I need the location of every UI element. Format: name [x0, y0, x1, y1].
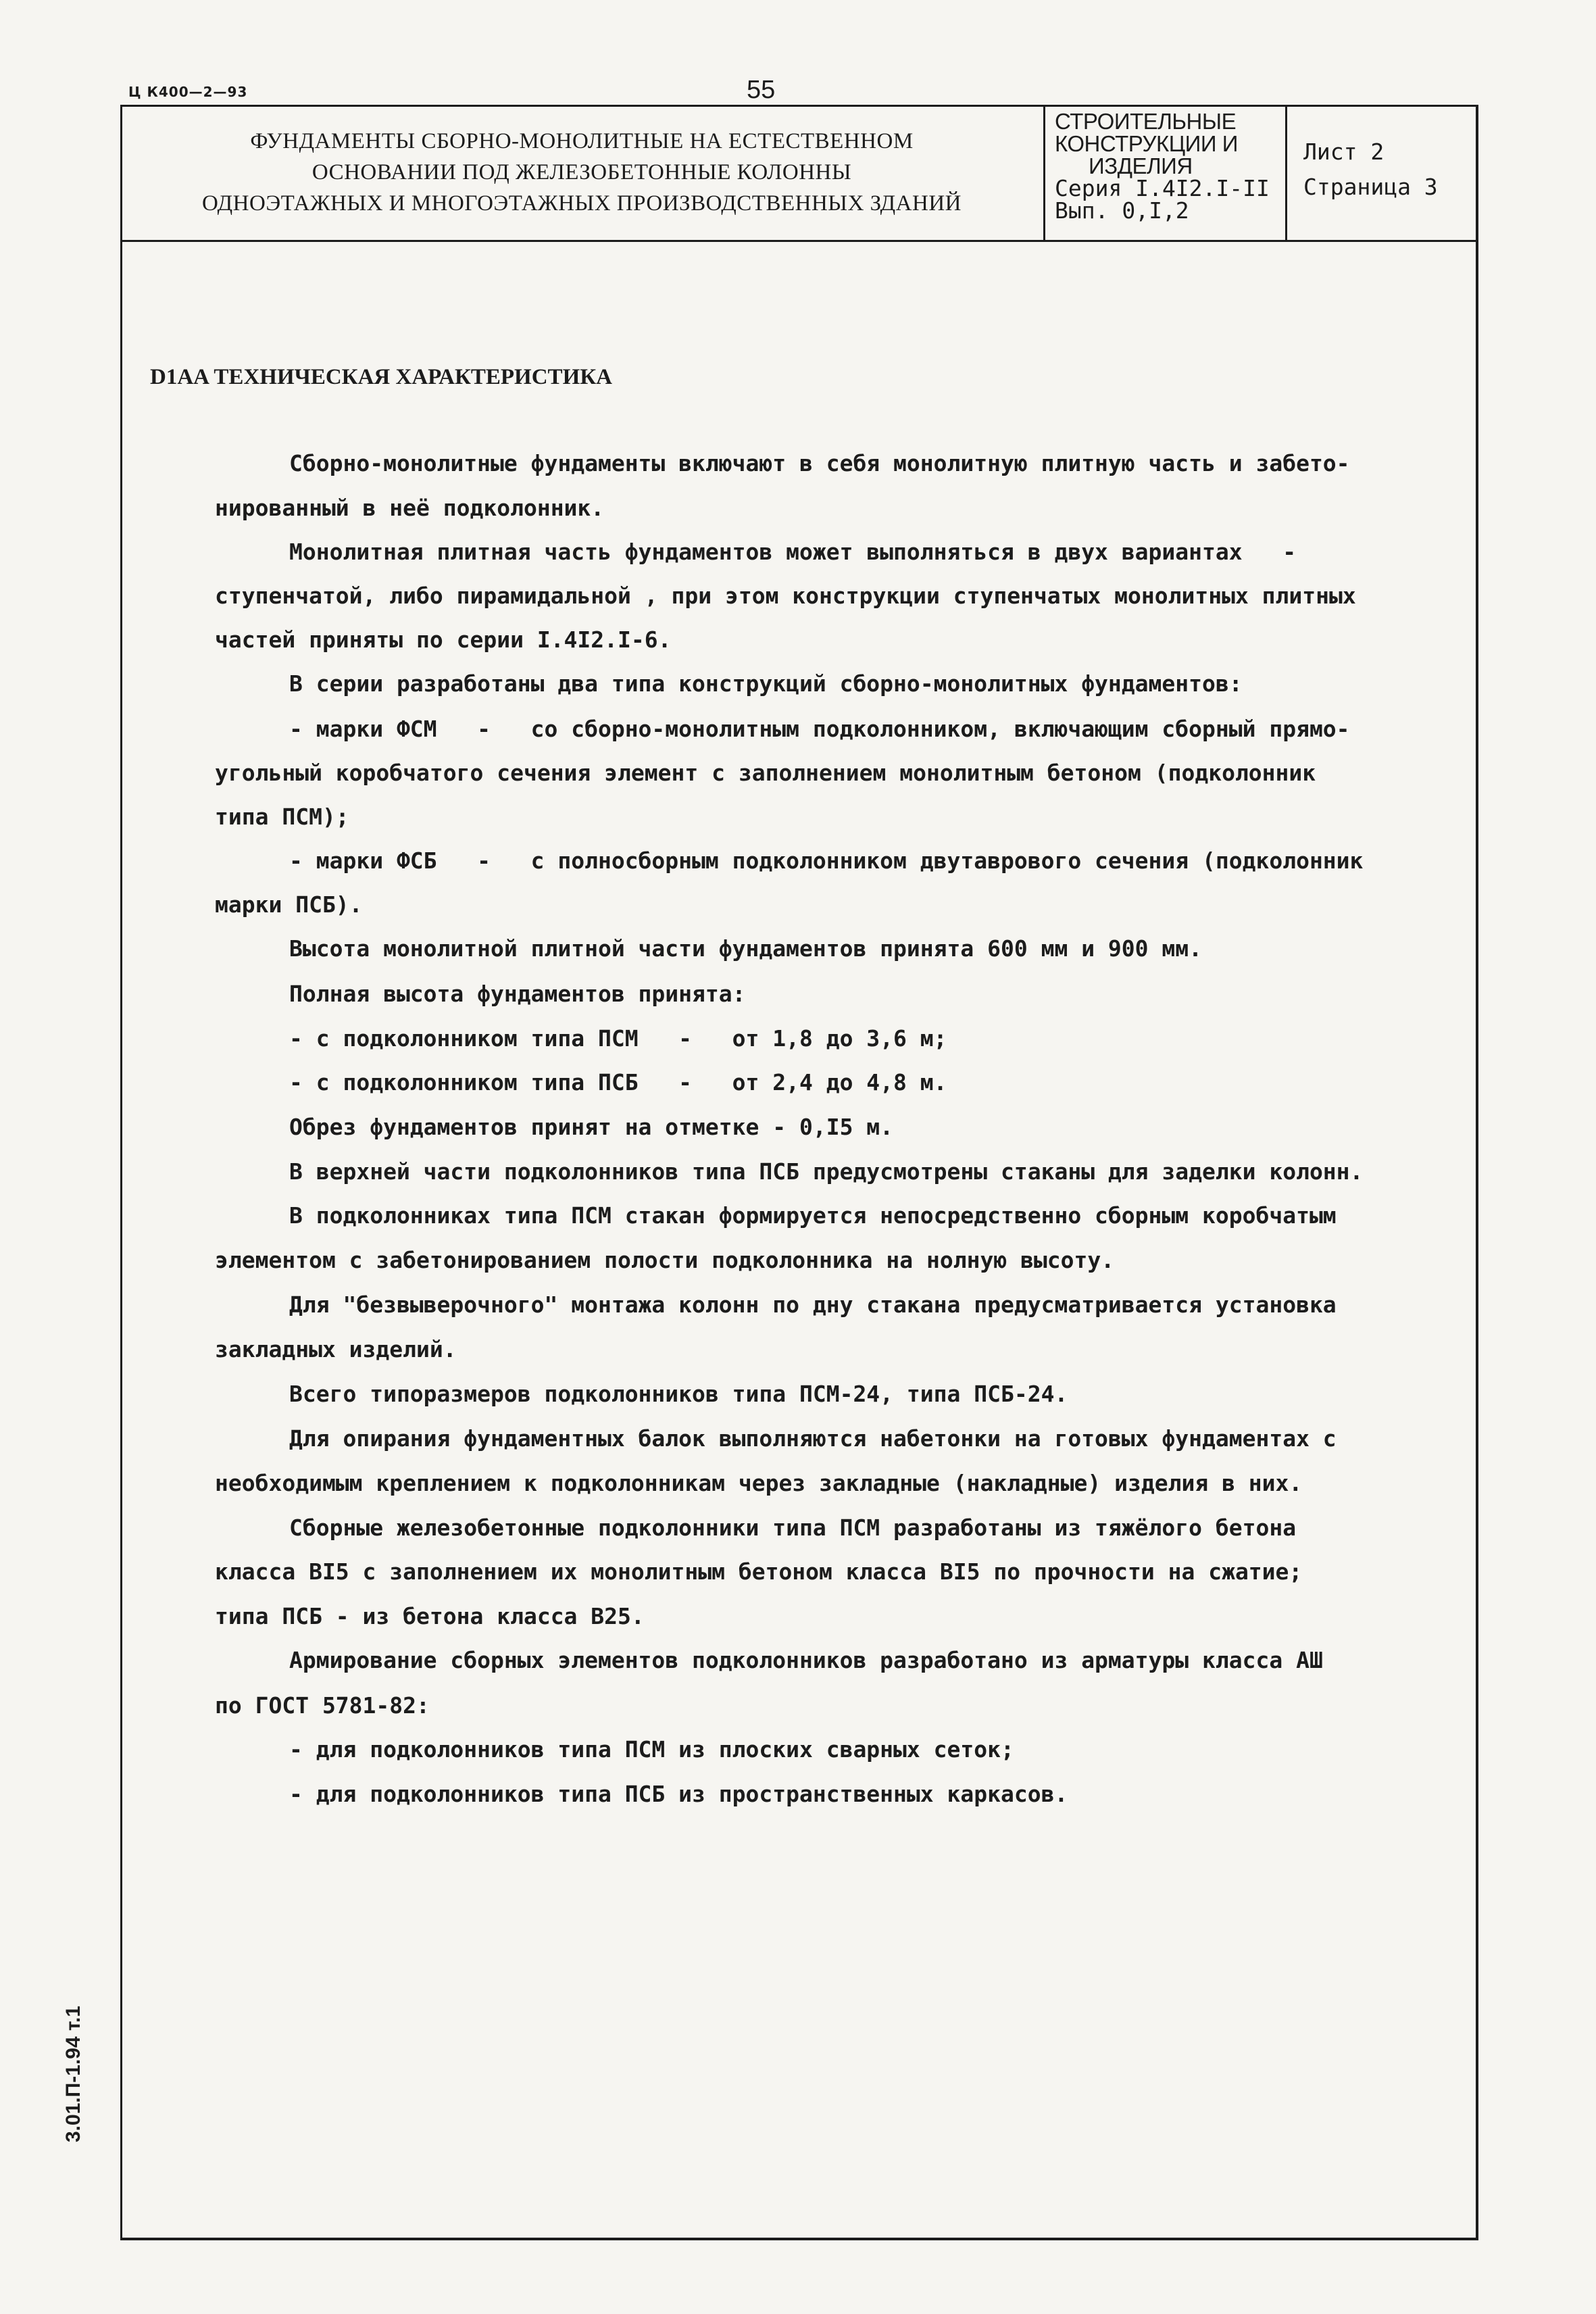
- body-line: типа ПСМ);: [215, 804, 349, 830]
- body-line: класса BI5 с заполнением их монолитным бетоном класса BI5 по прочности на сжатие;: [215, 1558, 1303, 1585]
- title-line: ФУНДАМЕНТЫ СБОРНО-МОНОЛИТНЫЕ НА ЕСТЕСТВЕННОМ: [250, 129, 914, 153]
- body-line: нированный в неё подколонник.: [215, 495, 605, 521]
- body-line: - для подколонников типа ПСБ из пространственных каркасов.: [289, 1781, 1068, 1807]
- body-line: - марки ФСМ - со сборно-монолитным подколонником, включающим сборный прямо-: [289, 716, 1350, 742]
- body-line: Монолитная плитная часть фундаментов может выполняться в двух вариантах -: [289, 539, 1297, 565]
- body-line: угольный коробчатого сечения элемент с заполнением монолитным бетоном (подколонник: [215, 760, 1316, 786]
- body-line: Полная высота фундаментов принята:: [289, 981, 746, 1007]
- title-line: ОДНОЭТАЖНЫХ И МНОГОЭТАЖНЫХ ПРОИЗВОДСТВЕННЫХ ЗДАНИЙ: [201, 191, 962, 216]
- body-line: типа ПСБ - из бетона класса B25.: [215, 1603, 645, 1629]
- body-line: необходимым креплением к подколонникам через закладные (накладные) изделия в них.: [215, 1470, 1303, 1496]
- body-line: марки ПСБ).: [215, 891, 363, 918]
- body-line: В подколонниках типа ПСМ стакан формируется непосредственно сборным коробчатым: [289, 1202, 1337, 1229]
- series-line: ИЗДЕЛИЯ: [1089, 153, 1193, 178]
- body-line: В верхней части подколонников типа ПСБ предусмотрены стаканы для заделки колонн.: [289, 1158, 1364, 1185]
- body-line: - для подколонников типа ПСМ из плоских сварных сеток;: [289, 1736, 1014, 1763]
- sheet-block: [1285, 105, 1478, 240]
- body-line: ступенчатой, либо пирамидальной , при этом конструкции ступенчатых монолитных плитных: [215, 583, 1356, 609]
- document-code: Ц К400—2—93: [128, 84, 248, 100]
- series-block: [1043, 105, 1285, 240]
- sheet-number: Лист 2: [1303, 139, 1385, 165]
- page-number: 55: [747, 76, 776, 104]
- series-number: Серия I.4I2.I-II: [1055, 175, 1270, 201]
- body-line: В серии разработаны два типа конструкций сборно-монолитных фундаментов:: [289, 670, 1243, 697]
- section-heading: D1AA ТЕХНИЧЕСКАЯ ХАРАКТЕРИСТИКА: [150, 365, 612, 389]
- body-line: - марки ФСБ - с полносборным подколонником двутаврового сечения (подколонник: [289, 847, 1364, 874]
- body-line: Сборные железобетонные подколонники типа ПСМ разработаны из тяжёлого бетона: [289, 1515, 1297, 1541]
- body-line: - с подколонником типа ПСБ - от 2,4 до 4,8 м.: [289, 1069, 947, 1096]
- page-label: Страница 3: [1303, 174, 1438, 200]
- title-block: [120, 105, 1478, 242]
- body-line: элементом с забетонированием полости подколонника на нолную высоту.: [215, 1247, 1115, 1273]
- body-line: Армирование сборных элементов подколонников разработано из арматуры класса АШ: [289, 1647, 1323, 1673]
- body-line: Всего типоразмеров подколонников типа ПСМ-24, типа ПСБ-24.: [289, 1381, 1068, 1407]
- body-line: частей приняты по серии I.4I2.I-6.: [215, 626, 672, 653]
- body-line: по ГОСТ 5781-82:: [215, 1692, 430, 1719]
- body-line: Высота монолитной плитной части фундаментов принята 600 мм и 900 мм.: [289, 935, 1203, 962]
- document-title: [120, 105, 1043, 240]
- body-line: Для опирания фундаментных балок выполняются набетонки на готовых фундаментах с: [289, 1425, 1337, 1452]
- body-line: - с подколонником типа ПСМ - от 1,8 до 3,6 м;: [289, 1025, 947, 1052]
- series-line: КОНСТРУКЦИИ И: [1055, 131, 1238, 156]
- series-line: СТРОИТЕЛЬНЫЕ: [1055, 109, 1237, 134]
- side-stamp: 3.01.П-1.94 т.1: [62, 2005, 84, 2142]
- body-line: Для "безвыверочного" монтажа колонн по дну стакана предусматривается установка: [289, 1291, 1337, 1318]
- body-line: закладных изделий.: [215, 1336, 457, 1362]
- body-line: Сборно-монолитные фундаменты включают в себя монолитную плитную часть и забето-: [289, 450, 1350, 476]
- title-line: ОСНОВАНИИ ПОД ЖЕЛЕЗОБЕТОННЫЕ КОЛОННЫ: [311, 160, 852, 184]
- body-line: Обрез фундаментов принят на отметке - 0,I5 м.: [289, 1114, 894, 1140]
- issue-number: Вып. 0,I,2: [1055, 197, 1189, 224]
